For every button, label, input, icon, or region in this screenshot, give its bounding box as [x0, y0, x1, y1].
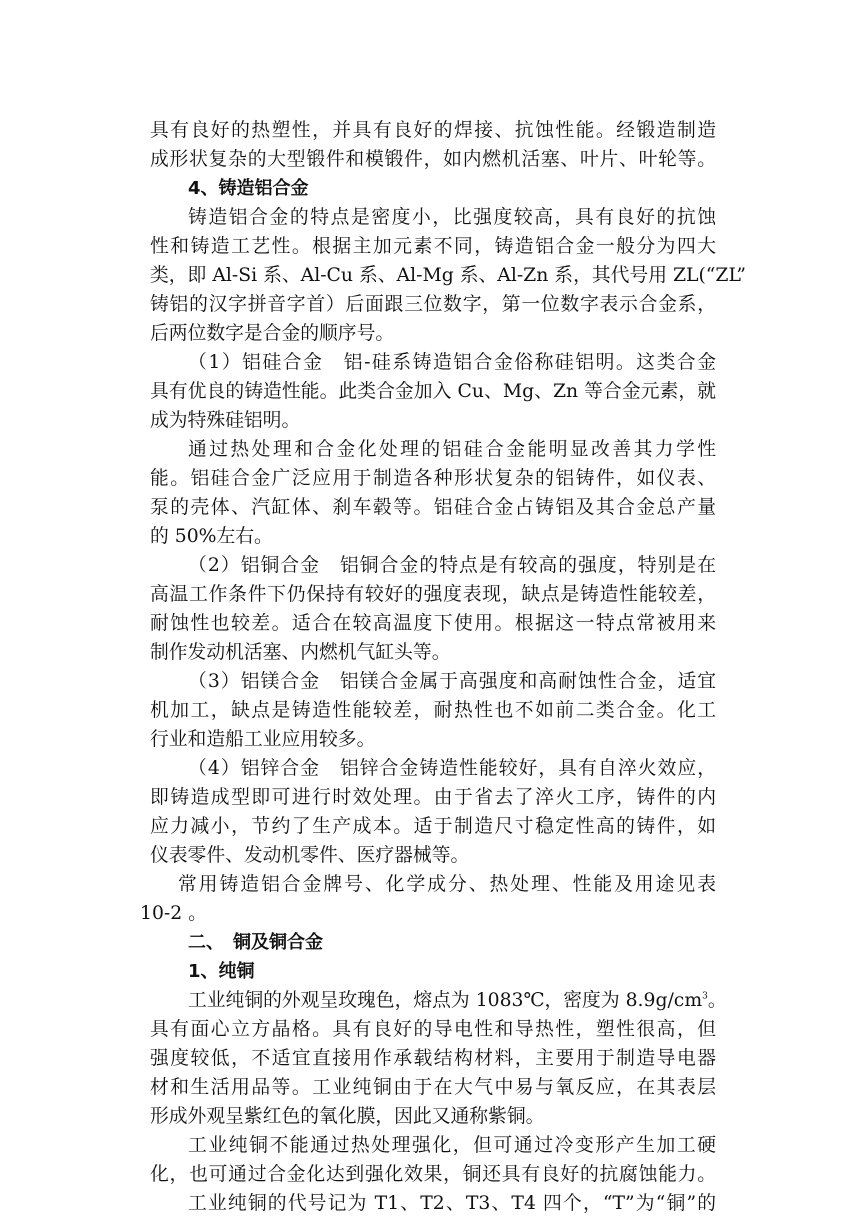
text-line — [150, 493, 716, 522]
line-text: 二、 铜及铜合金 — [188, 932, 323, 953]
text-line — [150, 261, 747, 290]
line-text: 成为特殊硅铝明。 — [150, 410, 301, 431]
line-text: 工业纯铜的外观呈玫瑰色，熔点为 1083℃，密度为 8.9g/cm — [188, 990, 703, 1011]
text-line — [150, 1015, 716, 1044]
line-text: 工业纯铜的代号记为 T1、T2、T3、T4 四个，“T”为“铜”的 — [188, 1193, 716, 1214]
line-text: 后两位数字是合金的顺序号。 — [150, 323, 395, 344]
text-line — [140, 899, 716, 928]
text-line — [150, 638, 716, 667]
line-text: 具有良好的热塑性，并具有良好的焊接、抗蚀性能。经锻造制造 — [150, 120, 716, 141]
text-line — [150, 377, 716, 406]
line-text: 即铸造成型即可进行时效处理。由于省去了淬火工序，铸件的内 — [150, 787, 716, 808]
text-line — [150, 1131, 716, 1160]
line-text: 行业和造船工业应用较多。 — [150, 729, 376, 750]
line-text: 10-2 。 — [140, 903, 207, 924]
text-line — [150, 1160, 716, 1189]
line-text: 工业纯铜不能通过热处理强化，但可通过冷变形产生加工硬 — [188, 1135, 716, 1156]
text-line — [150, 551, 716, 580]
text-line — [150, 116, 716, 145]
text-line — [150, 319, 716, 348]
text-line — [150, 290, 716, 319]
line-text: （3）铝镁合金 铝镁合金属于高强度和高耐蚀性合金，适宜 — [188, 671, 716, 692]
line-text: 强度较低，不适宜直接用作承载结构材料，主要用于制造导电器 — [150, 1048, 716, 1069]
text-line — [150, 783, 716, 812]
line-text: 1、纯铜 — [188, 961, 255, 982]
line-text: 化，也可通过合金化达到强化效果，铜还具有良好的抗腐蚀能力。 — [150, 1164, 716, 1185]
line-text: 仪表零件、发动机零件、医疗器械等。 — [150, 845, 470, 866]
line-text: 高温工作条件下仍保持有较好的强度表现，缺点是铸造性能较差， — [150, 584, 716, 605]
text-line — [150, 812, 716, 841]
text-line — [150, 203, 716, 232]
text-line — [150, 580, 716, 609]
line-text: 常用铸造铝合金牌号、化学成分、热处理、性能及用途见表 — [178, 874, 716, 895]
text-line — [150, 1044, 716, 1073]
text-line — [150, 232, 716, 261]
line-text: 机加工，缺点是铸造性能较差，耐热性也不如前二类合金。化工 — [150, 700, 716, 721]
line-text: 通过热处理和合金化处理的铝硅合金能明显改善其力学性 — [188, 439, 716, 460]
line-text: 制作发动机活塞、内燃机气缸头等。 — [150, 642, 451, 663]
section-heading — [150, 174, 716, 203]
text-line — [150, 667, 716, 696]
text-line — [150, 1073, 716, 1102]
text-line — [150, 464, 716, 493]
text-line — [150, 145, 716, 174]
line-text: 铸造铝合金的特点是密度小，比强度较高，具有良好的抗蚀 — [188, 207, 716, 228]
line-text: 类，即 Al-Si 系、Al-Cu 系、Al-Mg 系、Al-Zn 系，其代号用 ZL(“ZL” — [150, 265, 747, 286]
line-text: 性和铸造工艺性。根据主加元素不同，铸造铝合金一般分为四大 — [150, 236, 716, 257]
line-text: 泵的壳体、汽缸体、刹车毂等。铝硅合金占铸铝及其合金总产量 — [150, 497, 716, 518]
line-text: 的 50%左右。 — [150, 526, 273, 547]
text-line — [150, 725, 716, 754]
line-text: 具有优良的铸造性能。此类合金加入 Cu、Mg、Zn 等合金元素，就 — [150, 381, 716, 402]
text-line — [150, 1102, 716, 1131]
line-tail: 。 — [707, 990, 727, 1011]
line-text: （2）铝铜合金 铝铜合金的特点是有较高的强度，特别是在 — [188, 555, 716, 576]
text-line — [150, 406, 716, 435]
text-line — [150, 348, 716, 377]
text-line — [150, 609, 716, 638]
text-line — [150, 522, 716, 551]
line-text: 应力减小，节约了生产成本。适于制造尺寸稳定性高的铸件，如 — [150, 816, 716, 837]
line-text: 能。铝硅合金广泛应用于制造各种形状复杂的铝铸件，如仪表、 — [150, 468, 716, 489]
text-line — [150, 1189, 716, 1218]
line-text: 成形状复杂的大型锻件和模锻件，如内燃机活塞、叶片、叶轮等。 — [150, 149, 716, 170]
line-text: 形成外观呈紫红色的氧化膜，因此又通称紫铜。 — [150, 1106, 545, 1127]
line-text: （4）铝锌合金 铝锌合金铸造性能较好，具有自淬火效应， — [188, 758, 716, 779]
section-heading — [150, 928, 716, 957]
section-heading — [150, 957, 716, 986]
text-line — [150, 841, 716, 870]
text-line — [150, 696, 716, 725]
line-text: 材和生活用品等。工业纯铜由于在大气中易与氧反应，在其表层 — [150, 1077, 716, 1098]
line-text: 耐蚀性也较差。适合在较高温度下使用。根据这一特点常被用来 — [150, 613, 716, 634]
line-text: （1）铝硅合金 铝-硅系铸造铝合金俗称硅铝明。这类合金 — [188, 352, 716, 373]
line-text: 铸铝的汉字拼音字首）后面跟三位数字，第一位数字表示合金系， — [150, 294, 716, 315]
line-text: 4、铸造铝合金 — [188, 178, 309, 199]
text-line — [150, 870, 716, 899]
text-line — [150, 986, 727, 1015]
document-body — [140, 116, 747, 1218]
line-text: 具有面心立方晶格。具有良好的导电性和导热性，塑性很高，但 — [150, 1019, 716, 1040]
text-line — [150, 754, 716, 783]
superscript: 3 — [702, 991, 708, 1002]
text-line — [150, 435, 716, 464]
